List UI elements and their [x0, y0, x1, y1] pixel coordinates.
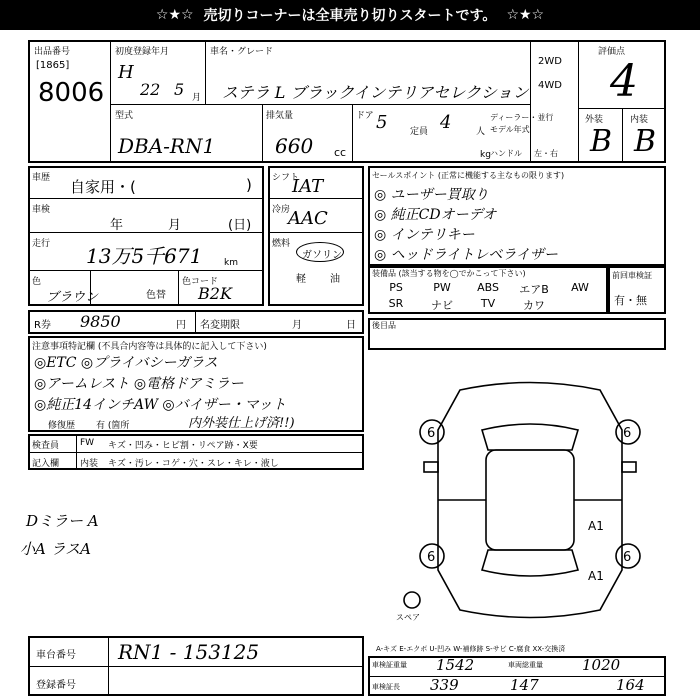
first-reg-label: 初度登録年月: [115, 47, 170, 57]
sales-point-item: ◎ ユーザー買取り: [374, 187, 489, 203]
handle-label: ハンドル: [490, 149, 522, 158]
banner: [0, 0, 700, 30]
drive-4wd: 4WD: [538, 80, 562, 91]
notes-line: ◎純正14インチAW ◎バイザー・マット: [34, 397, 287, 413]
first-reg-year: 22: [140, 80, 161, 99]
doors-label: ドア: [356, 111, 374, 121]
inspection-label: 車検: [32, 205, 51, 215]
ac-label: 冷房: [272, 205, 291, 215]
color-value: ブラウン: [46, 290, 99, 305]
weight-unit: kg: [480, 150, 491, 160]
l1-label: 車検証重量: [372, 661, 407, 669]
fw-text: キズ・凹み・ヒビ割・リペア跡・X要: [108, 441, 258, 451]
fuel-oil: 油: [330, 274, 340, 285]
exterior-label: 外装: [585, 115, 604, 125]
entry-label: 記入欄: [32, 459, 60, 469]
diagram-mark-2: 6: [623, 426, 632, 441]
sales-points-label: セールスポイント (正常に機能する主なもの限ります): [372, 171, 565, 180]
equipment-row-1: [376, 281, 600, 297]
interior-score: B: [634, 124, 657, 159]
remarks-label: 後目品: [372, 321, 396, 330]
damage-legend: A-キズ E-エクボ U-凹み W-補修跡 S-サビ C-腐食 XX-交換済: [376, 645, 566, 653]
usage-label: 車歴: [32, 173, 51, 183]
lot-label: 出品番号: [34, 47, 71, 57]
notes-label: 注意事項特記欄 (不具合内容等は具体的に記入して下さい): [32, 342, 267, 352]
car-diagram: [390, 370, 670, 630]
length-label: 車検証長: [372, 683, 400, 691]
capacity-value: 4: [440, 112, 452, 133]
score-value: 4: [610, 56, 638, 107]
fuel-gasoline: ガソリン: [302, 250, 342, 261]
prev-owner-value: 有・無: [614, 294, 647, 307]
lot-sub: [1865]: [36, 60, 70, 71]
name-change-month: 月: [292, 320, 302, 331]
drive-2wd: 2WD: [538, 56, 562, 67]
sales-point-item: ◎ ヘッドライトレベライザー: [374, 247, 558, 263]
displacement-unit: cc: [334, 146, 347, 159]
equipment-item: ABS: [477, 281, 499, 294]
equipment-item: PS: [389, 281, 403, 294]
equipment-item: カワ: [523, 299, 545, 312]
usage-close: ): [246, 176, 252, 194]
length-value: 339: [430, 676, 459, 694]
diagram-mark-6: A1: [588, 569, 604, 583]
spare-label: スペア: [396, 613, 420, 622]
repair-label: 修復歴: [48, 421, 76, 431]
notes-line: ◎アームレスト ◎電格ドアミラー: [34, 376, 244, 392]
recycle-value: 9850: [80, 312, 121, 331]
recycle-unit: 円: [176, 320, 186, 331]
displacement-label: 排気量: [266, 111, 294, 121]
fw-label: FW: [80, 438, 95, 448]
banner-stars-right: ☆★☆: [506, 7, 545, 23]
repair-text: 有 (箇所: [96, 421, 130, 431]
prev-owner-label: 前回車検証: [612, 271, 652, 280]
recycle-block: [28, 310, 364, 334]
inspector-label: 検査員: [32, 441, 60, 451]
model-year-label: モデル年式: [490, 125, 530, 134]
chassis-value: RN1 - 153125: [118, 640, 260, 664]
handle-opts: 左・右: [534, 149, 558, 158]
handwritten-note-2: 小A ラスA: [20, 540, 91, 558]
capacity-unit: 人: [476, 127, 486, 137]
inspection-month: 月: [168, 218, 182, 233]
l1-value: 1542: [436, 656, 475, 674]
color-code-label: 色コード: [182, 277, 219, 287]
mileage-value: 13万5千671: [86, 244, 203, 268]
shift-value: IAT: [292, 176, 324, 197]
model-label: 型式: [115, 111, 134, 121]
diagram-mark-5: A1: [588, 519, 604, 533]
model-value: DBA-RN1: [118, 134, 216, 158]
lot-number: 8006: [38, 78, 105, 108]
width-value: 147: [510, 676, 539, 694]
color-code: B2K: [198, 284, 232, 303]
notes-line: ◎ETC ◎プライバシーガラス: [34, 355, 218, 371]
equipment-item: TV: [480, 297, 496, 310]
diagram-mark-1: 6: [427, 426, 436, 441]
car-name-label: 車名・グレード: [210, 47, 274, 57]
remarks-block: [368, 318, 666, 350]
mileage-unit: km: [224, 258, 238, 268]
sales-point-item: ◎ 純正CDオーデオ: [374, 207, 497, 223]
dealer-label: ディーラー・並行: [490, 113, 554, 122]
l2-label: 車両総重量: [508, 661, 543, 669]
fuel-light: 軽: [296, 274, 306, 285]
equipment-row-2: [376, 297, 554, 313]
ac-value: AAC: [288, 208, 328, 229]
exterior-score: B: [590, 124, 613, 159]
interior-row-text: キズ・汚レ・コゲ・穴・スレ・キレ・液し: [108, 459, 279, 469]
diagram-mark-4: 6: [623, 550, 632, 565]
name-change-label: 名変期限: [200, 320, 240, 331]
displacement-value: 660: [275, 134, 314, 158]
mileage-label: 走行: [32, 239, 51, 249]
sales-point-item: ◎ インテリキー: [374, 227, 475, 243]
car-name-value: ステラ L ブラックインテリアセレクション: [222, 83, 529, 102]
name-change-day: 日: [346, 320, 356, 331]
shift-label: シフト: [272, 173, 300, 183]
equipment-item: エアB: [519, 283, 549, 296]
fuel-label: 燃料: [272, 239, 291, 249]
handwritten-note-1: Dミラー A: [26, 512, 99, 530]
inspection-day: (日): [228, 218, 252, 233]
l2-value: 1020: [582, 656, 621, 674]
registration-label: 登録番号: [36, 680, 76, 691]
equipment-item: PW: [433, 281, 451, 294]
diagram-mark-3: 6: [427, 550, 436, 565]
interior-label: 内装: [630, 115, 649, 125]
color-label: 色: [32, 277, 42, 287]
chassis-label: 車台番号: [36, 650, 76, 661]
equipment-item: SR: [388, 297, 404, 310]
equipment-label: 装備品 (該当する物を◯でかこって下さい): [372, 269, 526, 278]
height-value: 164: [616, 676, 645, 694]
score-label: 評価点: [598, 47, 626, 57]
first-reg-era: H: [118, 62, 134, 83]
repair-note: 内外装仕上げ済!!): [188, 416, 295, 431]
banner-text: 売切りコーナーは全車売り切りスタートです。: [203, 8, 497, 24]
capacity-label: 定員: [410, 127, 429, 137]
inspection-year: 年: [110, 218, 124, 233]
equipment-item: AW: [571, 281, 589, 294]
color-change-label: 色替: [146, 290, 166, 301]
usage-value: 自家用・(: [70, 178, 136, 196]
banner-stars-left: ☆★☆: [155, 7, 194, 23]
equipment-item: ナビ: [431, 299, 453, 312]
first-reg-month: 5: [174, 80, 185, 99]
doors-value: 5: [376, 112, 388, 133]
recycle-label: R券: [34, 320, 51, 331]
interior-row-label: 内装: [80, 459, 99, 469]
first-reg-month-unit: 月: [192, 93, 202, 103]
